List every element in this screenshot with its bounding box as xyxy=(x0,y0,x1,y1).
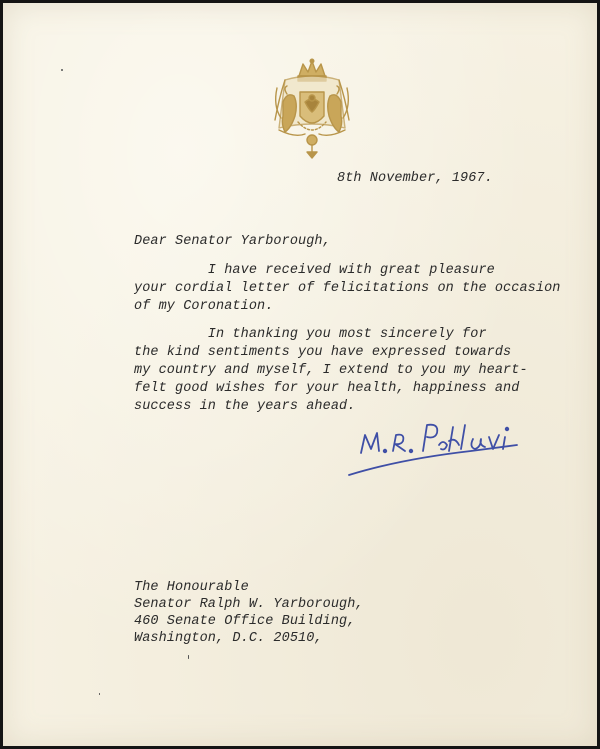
body-line: my country and myself, I extend to you my heart- xyxy=(134,363,528,378)
body-line: I have received with great pleasure xyxy=(134,263,495,278)
body-line: success in the years ahead. xyxy=(134,399,356,414)
salutation: Dear Senator Yarborough, xyxy=(134,234,331,249)
address-line: Washington, D.C. 20510, xyxy=(134,631,323,646)
address-line: 460 Senate Office Building, xyxy=(134,614,356,629)
letter-paper xyxy=(3,3,597,746)
body-line: In thanking you most sincerely for xyxy=(134,327,487,342)
body-line: your cordial letter of felicitations on the occasion xyxy=(134,281,561,296)
body-line: felt good wishes for your health, happiness and xyxy=(134,381,520,396)
recipient-address xyxy=(134,580,434,650)
paper-speck xyxy=(61,69,63,71)
address-line: Senator Ralph W. Yarborough, xyxy=(134,597,364,612)
paper-speck xyxy=(188,655,189,659)
body-line: of my Coronation. xyxy=(134,299,274,314)
paper-speck xyxy=(99,693,100,695)
letter-body xyxy=(134,263,561,423)
letter-date: 8th November, 1967. xyxy=(337,171,493,186)
address-line: The Honourable xyxy=(134,580,249,595)
handwritten-signature xyxy=(341,415,541,485)
royal-coat-of-arms-icon xyxy=(265,58,359,160)
body-line: the kind sentiments you have expressed towards xyxy=(134,345,512,360)
